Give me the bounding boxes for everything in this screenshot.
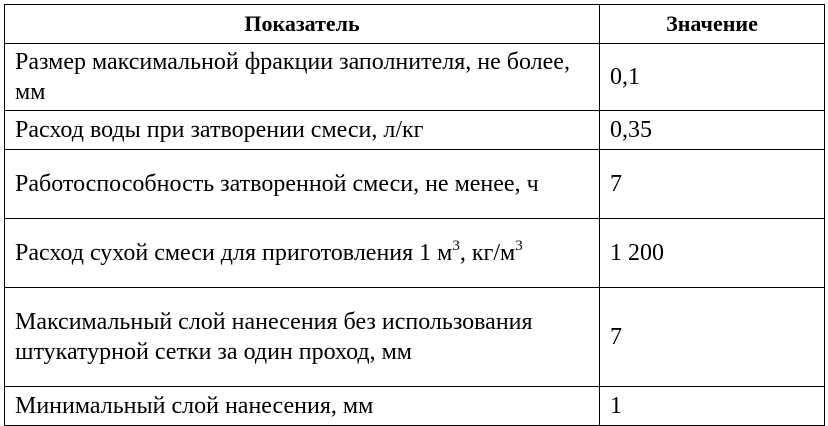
table-row: [5, 387, 825, 426]
superscript-exponent: 3: [515, 238, 523, 254]
row-value: 7: [600, 288, 825, 387]
header-parameter: Показатель: [5, 5, 600, 44]
row-parameter: Максимальный слой нанесения без использования штукатурной сетки за один проход, мм: [5, 288, 600, 387]
row-value: 1: [600, 387, 825, 426]
row-parameter: Минимальный слой нанесения, мм: [5, 387, 600, 426]
row-value: 7: [600, 150, 825, 219]
table-row: [5, 219, 825, 288]
superscript-exponent: 3: [452, 238, 460, 254]
table-row: [5, 288, 825, 387]
header-value: Значение: [600, 5, 825, 44]
row-parameter-text: Расход сухой смеси для приготовления 1 м: [15, 240, 453, 266]
row-parameter: [5, 219, 600, 288]
table-row: [5, 111, 825, 150]
table-header-row: [5, 5, 825, 44]
row-value: 1 200: [600, 219, 825, 288]
table-row: [5, 150, 825, 219]
row-value: 0,35: [600, 111, 825, 150]
row-parameter: Расход воды при затворении смеси, л/кг: [5, 111, 600, 150]
row-value: 0,1: [600, 44, 825, 111]
row-parameter: Работоспособность затворенной смеси, не менее, ч: [5, 150, 600, 219]
parameters-table: [4, 4, 825, 426]
row-parameter-text: , кг/м: [459, 240, 516, 266]
table-row: [5, 44, 825, 111]
row-parameter: Размер максимальной фракции заполнителя, не более, мм: [5, 44, 600, 111]
